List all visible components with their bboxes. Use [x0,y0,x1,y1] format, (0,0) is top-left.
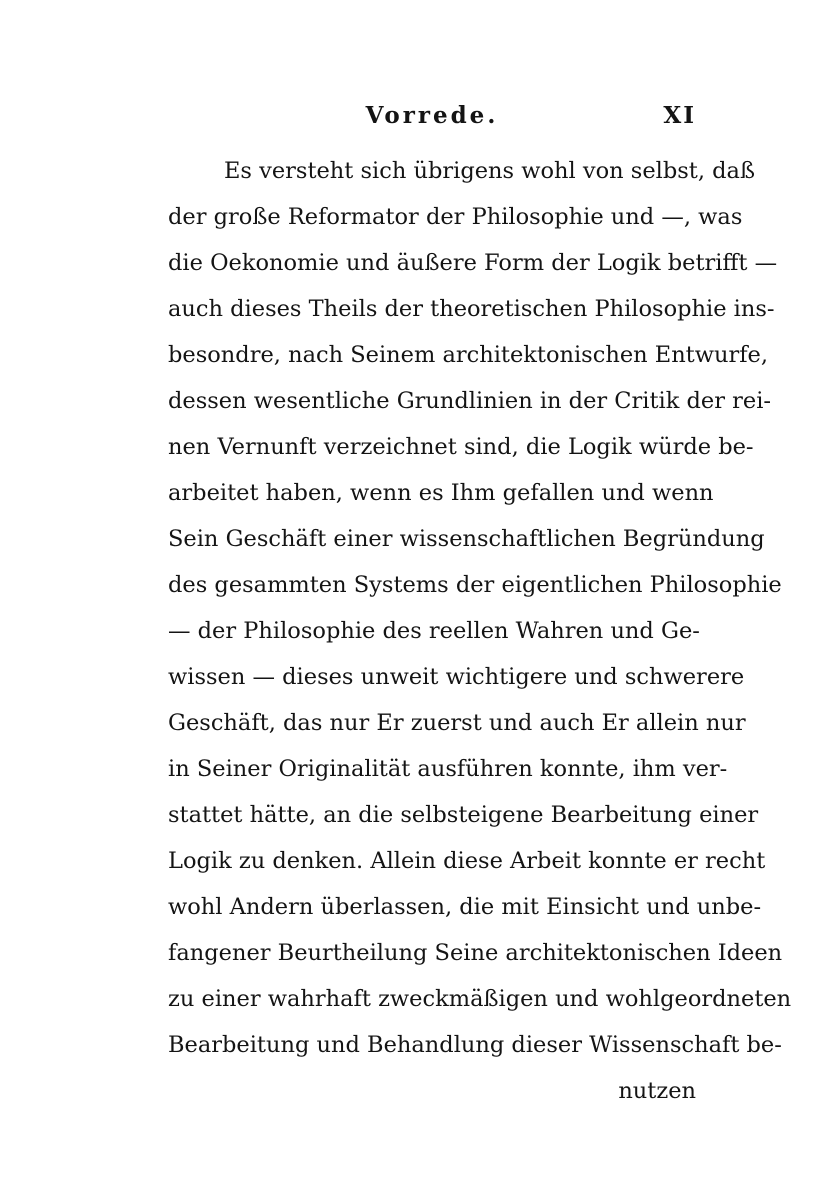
body-text [168,148,792,1114]
text-line: auch dieses Theils der theoretischen Philosophie ins- [168,296,775,322]
text-line: in Seiner Originalität ausführen konnte, ihm ver- [168,756,728,782]
text-line: wohl Andern überlassen, die mit Einsicht und unbe- [168,894,762,920]
running-title: Vorrede. [365,102,499,129]
text-line: des gesammten Systems der eigentlichen Philosophie [168,572,782,598]
text-line: arbeitet haben, wenn es Ihm gefallen und wenn [168,480,714,506]
text-line: Logik zu denken. Allein diese Arbeit konnte er recht [168,848,766,874]
catchword: nutzen [618,1078,696,1104]
text-line: — der Philosophie des reellen Wahren und Ge- [168,618,700,644]
text-line: stattet hätte, an die selbsteigene Bearbeitung einer [168,802,759,828]
text-line: der große Reformator der Philosophie und —, was [168,204,743,230]
text-line: dessen wesentliche Grundlinien in der Critik der rei- [168,388,771,414]
text-line: Es versteht sich übrigens wohl von selbst, daß [224,158,755,184]
text-line: fangener Beurtheilung Seine architektonischen Ideen [168,940,783,966]
text-line: wissen — dieses unweit wichtigere und schwerere [168,664,745,690]
text-line: Sein Geschäft einer wissenschaftlichen Begründung [168,526,765,552]
text-line: Bearbeitung und Behandlung dieser Wissenschaft be- [168,1032,782,1058]
text-line: nen Vernunft verzeichnet sind, die Logik würde be- [168,434,754,460]
text-line: zu einer wahrhaft zweckmäßigen und wohlgeordneten [168,986,792,1012]
running-head [168,98,696,138]
text-line: die Oekonomie und äußere Form der Logik betrifft — [168,250,778,276]
text-line: Geschäft, das nur Er zuerst und auch Er allein nur [168,710,746,736]
text-line: besondre, nach Seinem architektonischen Entwurfe, [168,342,769,368]
page-number: XI [663,102,696,129]
